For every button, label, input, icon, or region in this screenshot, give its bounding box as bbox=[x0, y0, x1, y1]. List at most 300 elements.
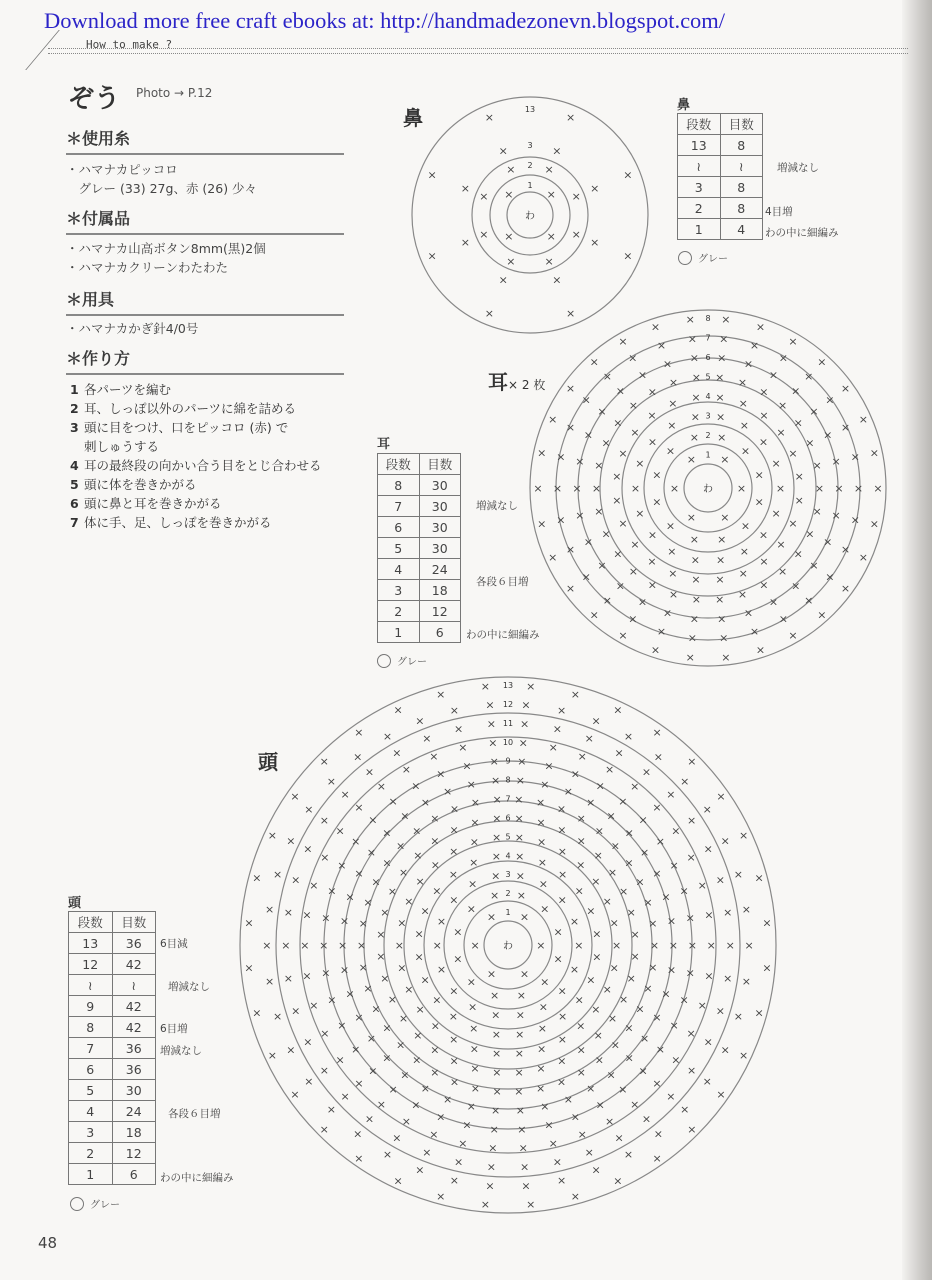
stitch-x: × bbox=[354, 800, 364, 814]
stitch-x: × bbox=[715, 410, 726, 424]
note: 各段６目増 bbox=[476, 576, 529, 588]
stitch-x: × bbox=[817, 608, 827, 622]
stitch-x: × bbox=[788, 629, 798, 643]
stitch-x: × bbox=[715, 592, 725, 606]
stitch-x: × bbox=[453, 1155, 464, 1169]
stitch-x: × bbox=[697, 879, 707, 893]
stitch-x: × bbox=[557, 844, 567, 858]
stitch-x: × bbox=[667, 419, 677, 433]
stitch-x: × bbox=[607, 865, 618, 879]
stitch-x: × bbox=[576, 1019, 586, 1033]
stitch-x: × bbox=[666, 914, 677, 928]
stitch-x: × bbox=[680, 1103, 690, 1116]
stitch-x: × bbox=[563, 1093, 574, 1106]
stitch-x: × bbox=[453, 925, 463, 939]
stitch-x: × bbox=[420, 1082, 430, 1096]
stitch-x: × bbox=[768, 368, 779, 382]
photo-reference: Photo → P.12 bbox=[136, 86, 213, 100]
stitch-x: × bbox=[556, 513, 566, 527]
round-number: 4 bbox=[505, 851, 511, 861]
stitch-x: × bbox=[521, 1179, 531, 1193]
note: 増減なし bbox=[476, 500, 518, 512]
stitch-x: × bbox=[492, 811, 502, 825]
stitch-x: × bbox=[635, 506, 645, 520]
stitch-x: × bbox=[743, 357, 754, 371]
stitch-x: × bbox=[467, 877, 478, 891]
stitch-x: × bbox=[506, 255, 516, 269]
stitch-x: × bbox=[601, 527, 611, 541]
stitch-x: × bbox=[337, 859, 347, 872]
stitch-x: × bbox=[514, 1066, 524, 1080]
legend-grey: グレー bbox=[377, 653, 427, 668]
table-row: 2 12 bbox=[378, 601, 461, 622]
stitch-x: × bbox=[595, 779, 605, 793]
stitch-x: × bbox=[371, 1002, 381, 1016]
stitch-x: × bbox=[647, 409, 657, 422]
stitch-x: × bbox=[515, 850, 525, 864]
stitch-x: × bbox=[382, 856, 392, 870]
stitch-x: × bbox=[723, 972, 733, 986]
stitch-x: × bbox=[565, 543, 576, 557]
stitch-x: × bbox=[706, 939, 716, 952]
stitch-x: × bbox=[354, 726, 364, 739]
stitch-x: × bbox=[486, 1160, 497, 1174]
stitch-x: × bbox=[749, 338, 760, 352]
round-number: 3 bbox=[705, 411, 711, 421]
stitch-x: × bbox=[488, 1141, 498, 1155]
stitch-x: × bbox=[462, 759, 472, 773]
stitch-x: × bbox=[548, 551, 558, 565]
stitch-x: × bbox=[436, 1190, 446, 1204]
round-number: 13 bbox=[502, 681, 514, 690]
stitch-x: × bbox=[593, 1029, 603, 1043]
stitch-x: × bbox=[638, 1064, 648, 1078]
stitch-x: × bbox=[415, 1163, 425, 1177]
stitch-x: × bbox=[739, 544, 749, 558]
stitch-x: × bbox=[400, 809, 410, 823]
stitch-x: × bbox=[283, 972, 293, 986]
stitch-x: × bbox=[536, 939, 546, 952]
stitch-x: × bbox=[489, 989, 500, 1003]
stitch-x: × bbox=[749, 625, 760, 639]
stitch-x: × bbox=[840, 382, 851, 396]
stitch-x: × bbox=[691, 371, 701, 385]
stitch-x: × bbox=[395, 1038, 406, 1052]
stitch-x: × bbox=[613, 416, 623, 430]
stitch-x: × bbox=[754, 1006, 764, 1020]
stitch-x: × bbox=[460, 182, 470, 196]
stitch-x: × bbox=[354, 1152, 364, 1165]
stitch-x: × bbox=[624, 826, 634, 840]
stitch-x: × bbox=[540, 902, 550, 916]
stitch-x: × bbox=[388, 1083, 398, 1097]
stitch-x: × bbox=[537, 517, 547, 531]
table-row: 4 24 bbox=[378, 559, 461, 580]
stitch-x: × bbox=[740, 519, 751, 533]
stitch-x: × bbox=[353, 1127, 363, 1141]
stitch-x: × bbox=[526, 680, 536, 693]
note: 6目減 bbox=[160, 938, 188, 950]
stitch-x: × bbox=[873, 482, 883, 495]
stitch-x: × bbox=[618, 629, 628, 643]
stitch-x: × bbox=[339, 914, 350, 928]
stitch-x: × bbox=[602, 593, 612, 607]
stitch-x: × bbox=[491, 850, 501, 864]
table-row: 6 30 bbox=[378, 517, 461, 538]
stitch-x: × bbox=[602, 983, 612, 997]
stitch-x: × bbox=[556, 802, 567, 816]
stitch-x: × bbox=[610, 839, 621, 853]
stitch-x: × bbox=[432, 993, 442, 1007]
stitch-x: × bbox=[624, 856, 634, 870]
stitch-x: × bbox=[281, 939, 291, 952]
stitch-x: × bbox=[484, 111, 495, 125]
stitch-x: × bbox=[606, 809, 616, 823]
stitch-x: × bbox=[647, 435, 658, 449]
stitch-x: × bbox=[354, 1077, 364, 1091]
stitch-x: × bbox=[741, 974, 752, 988]
stitch-x: × bbox=[262, 939, 272, 952]
stitch-x: × bbox=[736, 482, 747, 495]
stitch-x: × bbox=[470, 1081, 481, 1095]
stitch-x: × bbox=[614, 1131, 624, 1145]
stitch-x: × bbox=[351, 835, 361, 849]
tools-text: ・ハマナカかぎ針4/0号 bbox=[66, 321, 199, 336]
round-number: 6 bbox=[505, 813, 511, 823]
stitch-x: × bbox=[840, 543, 851, 557]
method-step: 6 頭に鼻と耳を巻きかがる bbox=[70, 496, 222, 511]
stitch-x: × bbox=[643, 895, 653, 909]
stitch-x: × bbox=[768, 595, 779, 609]
method-step: 2 耳、しっぽ以外のパーツに綿を詰める bbox=[70, 401, 297, 416]
stitch-x: × bbox=[327, 884, 337, 898]
stitch-x: × bbox=[535, 1081, 546, 1095]
stitch-x: × bbox=[583, 428, 593, 442]
stitch-x: × bbox=[716, 789, 726, 803]
stitch-x: × bbox=[754, 468, 764, 482]
note: 増減なし bbox=[777, 162, 819, 174]
stitch-x: × bbox=[556, 1174, 567, 1187]
stitch-x: × bbox=[809, 405, 819, 418]
stitch-x: × bbox=[589, 355, 599, 369]
stitch-x: × bbox=[321, 966, 331, 980]
note: わの中に細編み bbox=[765, 227, 839, 239]
table-header-row: 段数 目数 bbox=[678, 114, 763, 135]
stitch-x: × bbox=[575, 509, 585, 523]
stitch-x: × bbox=[666, 963, 677, 977]
stitch-x: × bbox=[515, 774, 526, 788]
stitch-x: × bbox=[690, 410, 701, 424]
stitch-x: × bbox=[319, 1064, 330, 1078]
stitch-x: × bbox=[291, 1004, 301, 1018]
stitch-x: × bbox=[853, 482, 864, 495]
stitch-x: × bbox=[717, 351, 727, 365]
stitch-x: × bbox=[536, 1062, 546, 1076]
page-title: ぞう bbox=[68, 84, 121, 114]
stitch-x: × bbox=[840, 420, 851, 434]
stitch-x: × bbox=[776, 426, 786, 439]
stitch-x: × bbox=[506, 162, 516, 176]
stitch-x: × bbox=[326, 775, 336, 788]
stitch-x: × bbox=[723, 905, 733, 919]
stitch-x: × bbox=[537, 1021, 547, 1035]
stitch-x: × bbox=[680, 775, 690, 788]
stitch-x: × bbox=[624, 1021, 634, 1035]
stitch-x: × bbox=[720, 511, 730, 524]
stitch-x: × bbox=[725, 939, 735, 952]
nose-table bbox=[677, 113, 763, 240]
nose-label: 鼻 bbox=[403, 106, 423, 130]
stitch-x: × bbox=[741, 903, 752, 917]
stitch-x: × bbox=[536, 815, 546, 829]
stitch-x: × bbox=[368, 813, 378, 827]
stitch-x: × bbox=[612, 494, 622, 507]
stitch-x: × bbox=[557, 893, 567, 907]
stitch-x: × bbox=[762, 961, 772, 975]
stitch-x: × bbox=[398, 1012, 409, 1026]
stitch-x: × bbox=[755, 643, 766, 657]
stitch-x: × bbox=[643, 982, 653, 996]
stitch-x: × bbox=[490, 774, 501, 788]
stitch-x: × bbox=[413, 848, 423, 862]
stitch-x: × bbox=[738, 1048, 749, 1062]
stitch-x: × bbox=[392, 1131, 402, 1145]
stitch-x: × bbox=[470, 796, 481, 810]
yarn-heading: ＊使用糸 bbox=[66, 126, 344, 155]
stitch-x: × bbox=[738, 397, 748, 410]
nose-table-title: 鼻 bbox=[677, 98, 691, 113]
stitch-x: × bbox=[449, 704, 460, 717]
stitch-x: × bbox=[804, 370, 814, 384]
stitch-x: × bbox=[720, 1043, 730, 1057]
stitch-x: × bbox=[414, 950, 424, 964]
stitch-x: × bbox=[515, 869, 525, 883]
stitch-x: × bbox=[759, 578, 769, 592]
table-row: 3 8 bbox=[678, 177, 763, 198]
stitch-x: × bbox=[613, 547, 623, 561]
stitch-x: × bbox=[397, 961, 407, 975]
stitch-x: × bbox=[429, 1128, 439, 1142]
stitch-x: × bbox=[594, 505, 604, 519]
stitch-x: × bbox=[392, 746, 402, 760]
stitch-x: × bbox=[548, 1137, 558, 1151]
stitch-x: × bbox=[448, 867, 459, 881]
stitch-x: × bbox=[557, 867, 568, 881]
stitch-x: × bbox=[671, 824, 681, 838]
stitch-x: × bbox=[639, 845, 650, 859]
stitch-x: × bbox=[759, 385, 769, 399]
stitch-x: × bbox=[647, 578, 657, 592]
stitch-x: × bbox=[449, 1075, 460, 1089]
stitch-x: × bbox=[565, 111, 576, 125]
stitch-x: × bbox=[492, 1085, 502, 1099]
stitch-x: × bbox=[557, 984, 567, 998]
stitch-x: × bbox=[394, 939, 405, 952]
stitch-x: × bbox=[626, 972, 636, 985]
stitch-x: × bbox=[371, 875, 381, 889]
stitch-x: × bbox=[702, 1074, 712, 1088]
stitch-x: × bbox=[540, 975, 550, 989]
stitch-x: × bbox=[740, 444, 751, 458]
download-banner[interactable]: Download more free craft ebooks at: http://handmadezonevn.blogspot.com/ bbox=[44, 8, 726, 33]
stitch-x: × bbox=[515, 1103, 526, 1117]
table-row: 8 42 bbox=[69, 1017, 156, 1038]
stitch-x: × bbox=[286, 834, 296, 848]
stitch-x: × bbox=[430, 812, 440, 826]
stitch-x: × bbox=[552, 273, 562, 287]
stitch-x: × bbox=[812, 505, 822, 519]
stitch-x: × bbox=[449, 1174, 460, 1187]
stitch-x: × bbox=[778, 351, 788, 365]
stitch-x: × bbox=[630, 780, 640, 794]
stitch-x: × bbox=[715, 1004, 725, 1018]
round-number: 11 bbox=[502, 718, 514, 728]
stitch-x: × bbox=[516, 888, 527, 902]
stitch-x: × bbox=[544, 162, 554, 176]
stitch-x: × bbox=[804, 593, 814, 607]
stitch-x: × bbox=[252, 1006, 262, 1020]
stitch-x: × bbox=[635, 1002, 645, 1016]
stitch-x: × bbox=[563, 785, 574, 798]
stitch-x: × bbox=[576, 812, 586, 826]
stitch-x: × bbox=[737, 588, 748, 601]
stitch-x: × bbox=[570, 1110, 580, 1124]
stitch-x: × bbox=[345, 890, 355, 904]
stitch-x: × bbox=[519, 1160, 530, 1174]
table-row: 13 8 bbox=[678, 135, 763, 156]
stitch-x: × bbox=[754, 871, 764, 885]
round-number: 1 bbox=[705, 450, 711, 460]
stitch-x: × bbox=[504, 187, 514, 201]
note: 増減なし bbox=[168, 981, 210, 993]
stitch-x: × bbox=[411, 779, 421, 793]
stitch-x: × bbox=[557, 1010, 568, 1024]
stitch-x: × bbox=[552, 722, 563, 736]
round-number: 2 bbox=[505, 889, 511, 899]
yarn-text: ・ハマナカピッコロ グレー (33) 27g、赤 (26) 少々 bbox=[66, 162, 258, 196]
stitch-x: × bbox=[449, 984, 459, 998]
stitch-x: × bbox=[628, 399, 639, 413]
stitch-x: × bbox=[340, 1090, 350, 1104]
stitch-x: × bbox=[489, 1122, 499, 1136]
stitch-x: × bbox=[592, 950, 602, 964]
table-row: 6 36 bbox=[69, 1059, 156, 1080]
stitch-x: × bbox=[720, 453, 730, 466]
stitch-x: × bbox=[717, 430, 727, 444]
stitch-x: × bbox=[869, 446, 879, 460]
stitch-x: × bbox=[586, 1082, 596, 1096]
stitch-x: × bbox=[309, 998, 319, 1012]
stitch-x: × bbox=[427, 249, 437, 263]
stitch-x: × bbox=[825, 393, 835, 407]
method-step: 4 耳の最終段の向かい合う目をとじ合わせる bbox=[70, 458, 322, 473]
stitch-x: × bbox=[652, 726, 662, 739]
stitch-x: × bbox=[858, 412, 868, 426]
stitch-x: × bbox=[552, 144, 562, 158]
stitch-x: × bbox=[401, 763, 412, 776]
stitch-x: × bbox=[540, 1100, 550, 1114]
stitch-x: × bbox=[376, 927, 386, 941]
stitch-x: × bbox=[368, 1064, 378, 1078]
stitch-x: × bbox=[553, 952, 563, 966]
stitch-x: × bbox=[758, 528, 769, 542]
table-row: 1 6 bbox=[69, 1164, 156, 1185]
stitch-x: × bbox=[592, 927, 602, 941]
stitch-x: × bbox=[665, 444, 676, 458]
stitch-x: × bbox=[744, 939, 754, 952]
stitch-x: × bbox=[382, 1147, 393, 1161]
round-number: 4 bbox=[705, 392, 711, 401]
stitch-x: × bbox=[420, 904, 430, 918]
stitch-x: × bbox=[462, 1118, 472, 1132]
stitch-x: × bbox=[777, 399, 788, 413]
stitch-x: × bbox=[641, 1112, 652, 1126]
magic-ring-mark: わ bbox=[703, 484, 713, 495]
round-number: 8 bbox=[505, 775, 511, 785]
stitch-x: × bbox=[486, 910, 497, 924]
stitch-x: × bbox=[449, 844, 459, 858]
stitch-x: × bbox=[466, 1100, 476, 1114]
stitch-x: × bbox=[690, 553, 701, 567]
stitch-x: × bbox=[498, 273, 508, 287]
stitch-x: × bbox=[737, 376, 748, 389]
stitch-x: × bbox=[404, 983, 414, 997]
stitch-x: × bbox=[702, 803, 712, 817]
stitch-x: × bbox=[518, 1141, 528, 1155]
stitch-x: × bbox=[595, 1098, 605, 1112]
stitch-x: × bbox=[715, 553, 726, 567]
stitch-x: × bbox=[641, 765, 652, 779]
stitch-x: × bbox=[469, 1021, 479, 1035]
stitch-x: × bbox=[436, 687, 446, 701]
round-number: 5 bbox=[505, 832, 511, 842]
stitch-x: × bbox=[606, 1068, 616, 1082]
stitch-x: × bbox=[363, 982, 373, 996]
stitch-x: × bbox=[319, 1122, 329, 1136]
stitch-x: × bbox=[319, 755, 329, 769]
stitch-x: × bbox=[470, 1062, 480, 1076]
stitch-x: × bbox=[354, 1010, 364, 1024]
stitch-x: × bbox=[526, 1198, 536, 1211]
stitch-x: × bbox=[382, 1021, 392, 1035]
table-header-row: 段数 目数 bbox=[378, 454, 461, 475]
stitch-x: × bbox=[652, 1077, 662, 1091]
stitch-x: × bbox=[430, 1043, 440, 1057]
stitch-x: × bbox=[717, 533, 727, 547]
stitch-x: × bbox=[597, 559, 607, 572]
stitch-x: × bbox=[519, 717, 530, 731]
stitch-x: × bbox=[514, 792, 524, 806]
stitch-x: × bbox=[686, 1064, 697, 1078]
stitch-x: × bbox=[602, 370, 612, 384]
stitch-x: × bbox=[721, 651, 731, 665]
stitch-x: × bbox=[583, 535, 593, 549]
notions-heading: ＊付属品 bbox=[66, 206, 344, 235]
stitch-x: × bbox=[858, 551, 868, 565]
stitch-x: × bbox=[577, 1128, 587, 1142]
stitch-x: × bbox=[624, 1051, 634, 1065]
stitch-x: × bbox=[420, 973, 430, 987]
stitch-x: × bbox=[691, 390, 701, 404]
stitch-x: × bbox=[613, 703, 623, 717]
stitch-x: × bbox=[685, 651, 695, 665]
stitch-x: × bbox=[382, 730, 393, 744]
stitch-x: × bbox=[661, 890, 671, 904]
stitch-x: × bbox=[411, 1098, 421, 1112]
stitch-x: × bbox=[458, 1137, 468, 1151]
stitch-x: × bbox=[572, 482, 582, 495]
method-step: 1 各パーツを編む bbox=[70, 382, 172, 397]
